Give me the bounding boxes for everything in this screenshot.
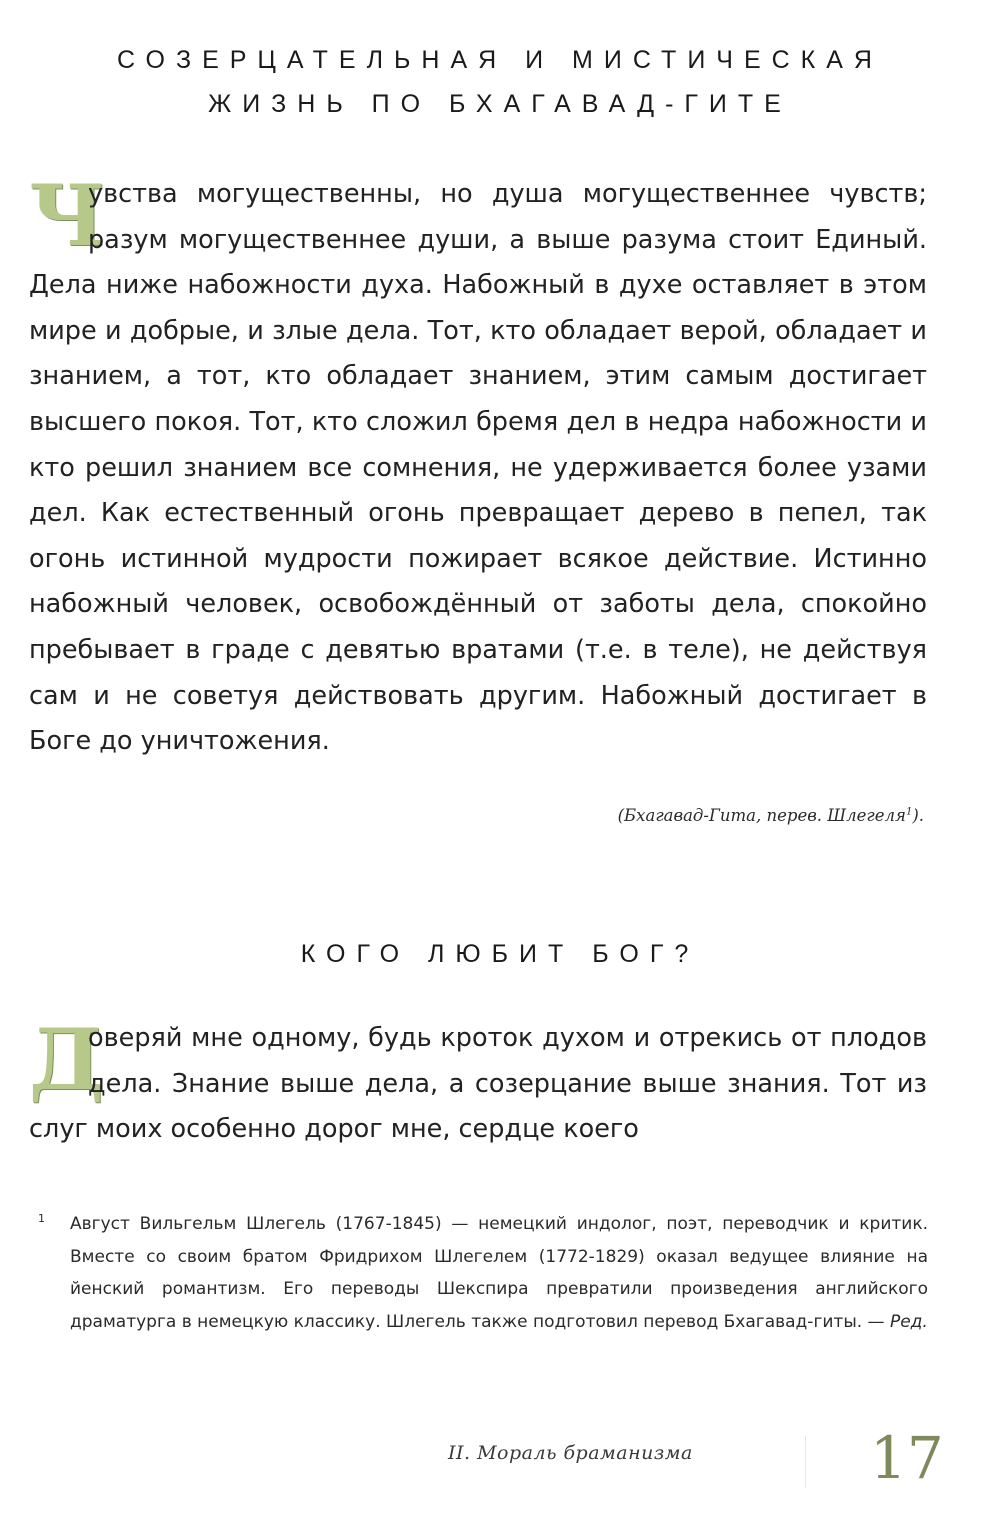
section-title-line-1: СОЗЕРЦАТЕЛЬНАЯ И МИСТИЧЕСКАЯ xyxy=(117,46,883,74)
page-divider xyxy=(805,1436,806,1488)
paragraph-text: увства могущественны, но душа могущественнее чувств; разум могущественнее души, а выше разума стоит Единый. Дела ниже набожности духа. Набожный в духе оставляет в этом мире и добрые, и злые дела. Тот, кто обладает верой, обладает и знанием, а тот, кто обладает знанием, этим самым достигает высшего покоя. Тот, кто сложил бремя дел в недра набожности и кто решил знанием все сомнения, не удерживается более узами дел. Как естественный огонь превращает дерево в пепел, так огонь истинной мудрости пожирает всякое действие. Истинно набожный человек, освобождённый от заботы дела, спокойно пребывает в граде с девятью вратами (т.е. в теле), не действуя сам и не советуя действовать другим. Набожный достигает в Боге до уничтожения. xyxy=(29,179,927,757)
footnote-editor-mark: Ред. xyxy=(889,1311,928,1332)
page-number: 17 xyxy=(870,1424,944,1492)
paragraph-trust-me xyxy=(29,1010,927,1153)
drop-cap-letter: Ч xyxy=(29,166,106,265)
section-title-line-2: ЖИЗНЬ ПО БХАГАВАД-ГИТЕ xyxy=(208,90,792,118)
footnote-schlegel xyxy=(70,1208,928,1338)
drop-cap-letter: Д xyxy=(29,1010,104,1109)
quote-attribution xyxy=(618,806,924,825)
footnote-marker: 1 xyxy=(38,1212,45,1225)
section-title-contemplative-life xyxy=(40,38,960,126)
footnote-reference[interactable]: 1 xyxy=(905,806,913,818)
paragraph-bhagavad-gita xyxy=(29,166,927,765)
footnote-text: Август Вильгельм Шлегель (1767-1845) — немецкий индолог, поэт, переводчик и критик. Вместе со своим братом Фридрихом Шлегелем (1772-1829) оказал ведущее влияние на йенский романтизм. Его переводы Шекспира превратили произведения английского драматурга в немецкую классику. Шлегель также подготовил перевод Бхагавад-гиты. — xyxy=(70,1214,928,1332)
attribution-closing: ). xyxy=(912,806,924,825)
attribution-text: (Бхагавад-Гита, перев. Шлегеля xyxy=(617,806,906,825)
running-head: II. Мораль браманизма xyxy=(448,1442,693,1464)
paragraph-text: оверяй мне одному, будь кроток духом и отрекись от плодов дела. Знание выше дела, а созерцание выше знания. Тот из слуг моих особенно дорог мне, сердце коего xyxy=(29,1023,927,1145)
section-title-whom-god-loves: КОГО ЛЮБИТ БОГ? xyxy=(300,940,700,968)
